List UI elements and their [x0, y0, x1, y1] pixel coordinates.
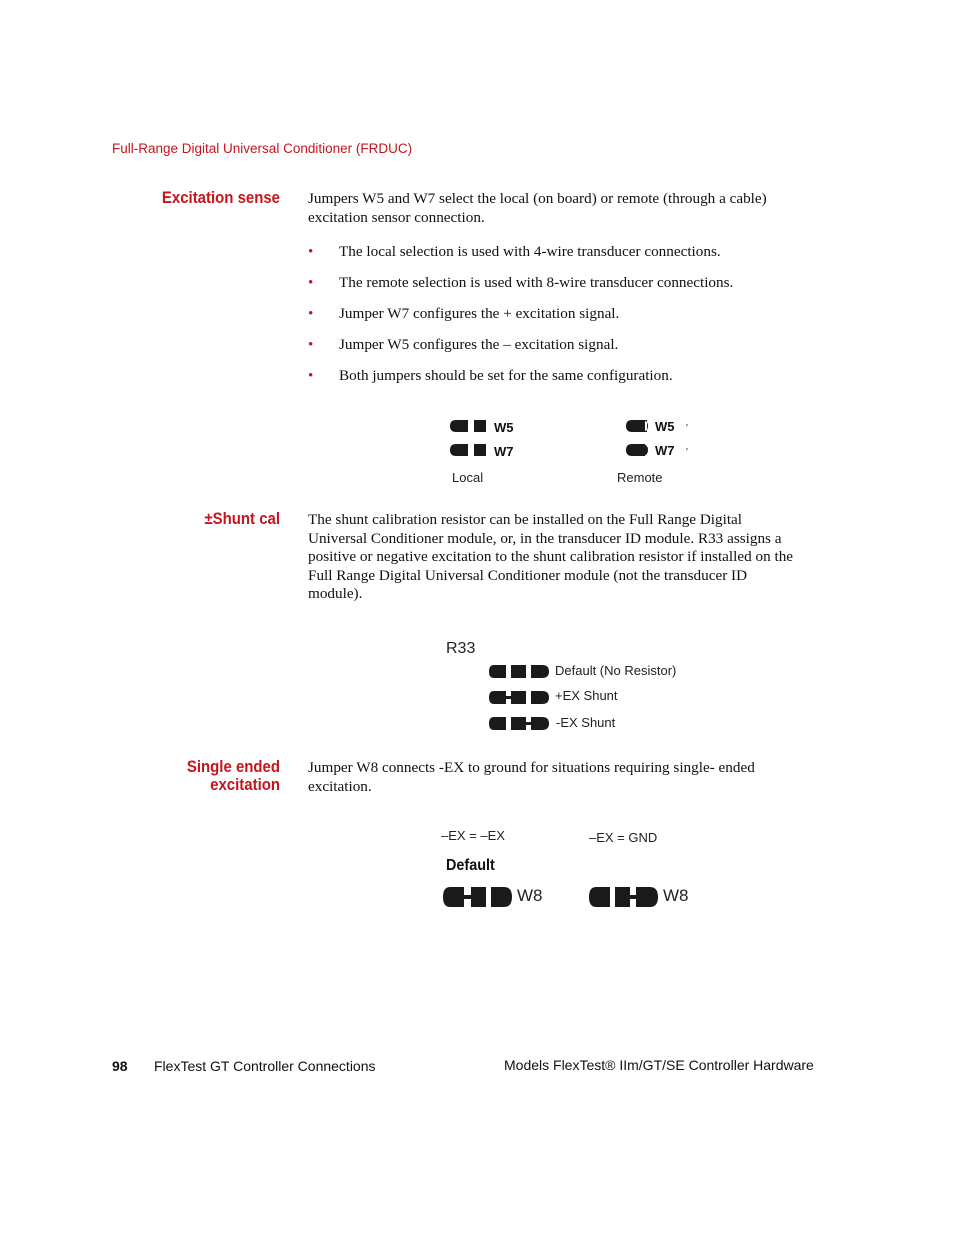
paragraph-line: The shunt calibration resistor can be installed on the Full Range Digital: [308, 511, 743, 528]
remote-w5-label: W5: [655, 419, 675, 434]
r33-minus-ex-label: -EX Shunt: [556, 715, 616, 730]
r33-plus-ex-label: +EX Shunt: [555, 688, 618, 703]
shunt-cal-paragraph: [308, 511, 818, 604]
heading-line: Single ended: [186, 757, 280, 776]
paragraph-line: positive or negative excitation to the shunt calibration resistor if installed on the: [308, 548, 794, 566]
list-item: [308, 305, 619, 323]
r33-default-label: Default (No Resistor): [555, 663, 677, 678]
w8-left-label: W8: [517, 886, 543, 905]
paragraph-line: module).: [308, 585, 363, 603]
w8-gnd-jumper-icon: [586, 884, 666, 912]
heading-single-ended-excitation: [113, 758, 280, 794]
remote-w7-jumper-icon: [626, 444, 648, 456]
bullet-text: Jumper W7 configures the + excitation signal.: [339, 305, 620, 322]
paragraph-line: Full Range Digital Universal Conditioner module (not the transducer ID: [308, 566, 748, 584]
excitation-sense-paragraph: [308, 190, 767, 227]
bullet-text: Jumper W5 configures the – excitation signal.: [339, 336, 619, 353]
running-header: Full-Range Digital Universal Conditioner (FRDUC): [112, 141, 413, 156]
bullet-text: The remote selection is used with 8-wire transducer connections.: [339, 274, 734, 291]
w8-right-label: W8: [663, 886, 689, 905]
single-ended-paragraph: [308, 759, 818, 796]
heading-excitation-sense: Excitation sense: [161, 188, 280, 207]
r33-jumper-diagram: [486, 660, 556, 735]
heading-shunt-cal: ±Shunt cal: [204, 509, 280, 528]
heading-line: excitation: [210, 775, 280, 794]
local-w5-jumper-icon: [450, 420, 486, 432]
w8-right-caption: –EX = GND: [589, 830, 658, 845]
bullet-icon: •: [308, 305, 314, 322]
r33-default-jumper-icon: [489, 665, 549, 678]
bullet-icon: •: [308, 243, 314, 260]
tick-mark: ': [686, 423, 688, 434]
paragraph-line: excitation sensor connection.: [308, 208, 485, 226]
bullet-text: The local selection is used with 4-wire transducer connections.: [339, 243, 721, 260]
footer-right-text: Models FlexTest® IIm/GT/SE Controller Hardware: [504, 1057, 814, 1073]
list-item: [308, 336, 618, 354]
r33-title: R33: [446, 640, 476, 657]
w8-default-jumper-icon: [440, 884, 520, 912]
list-item: [308, 274, 733, 292]
footer-left-text: FlexTest GT Controller Connections: [154, 1058, 376, 1074]
paragraph-line: Jumpers W5 and W7 select the local (on board) or remote (through a cable): [308, 190, 767, 207]
remote-w7-label: W7: [655, 443, 675, 458]
page-number: 98: [112, 1058, 128, 1074]
local-caption: Local: [452, 470, 484, 485]
paragraph-line: excitation.: [308, 777, 372, 795]
r33-plus-ex-jumper-icon: [489, 691, 549, 704]
local-w7-label: W7: [494, 444, 514, 459]
bullet-icon: •: [308, 336, 314, 353]
r33-minus-ex-jumper-icon: [489, 717, 549, 730]
local-w5-label: W5: [494, 420, 514, 435]
paragraph-line: Jumper W8 connects -EX to ground for situations requiring single- ended: [308, 759, 755, 776]
default-label: Default: [446, 857, 495, 874]
w8-left-caption: –EX = –EX: [441, 828, 505, 843]
bullet-text: Both jumpers should be set for the same configuration.: [339, 367, 673, 384]
remote-w5-jumper-icon: [626, 420, 648, 432]
list-item: [308, 367, 673, 385]
bullet-icon: •: [308, 274, 314, 291]
bullet-icon: •: [308, 367, 314, 384]
tick-mark: ': [686, 447, 688, 458]
list-item: [308, 243, 721, 261]
paragraph-line: Universal Conditioner module, or, in the transducer ID module. R33 assigns a: [308, 529, 782, 547]
local-w7-jumper-icon: [450, 444, 486, 456]
remote-caption: Remote: [617, 470, 663, 485]
